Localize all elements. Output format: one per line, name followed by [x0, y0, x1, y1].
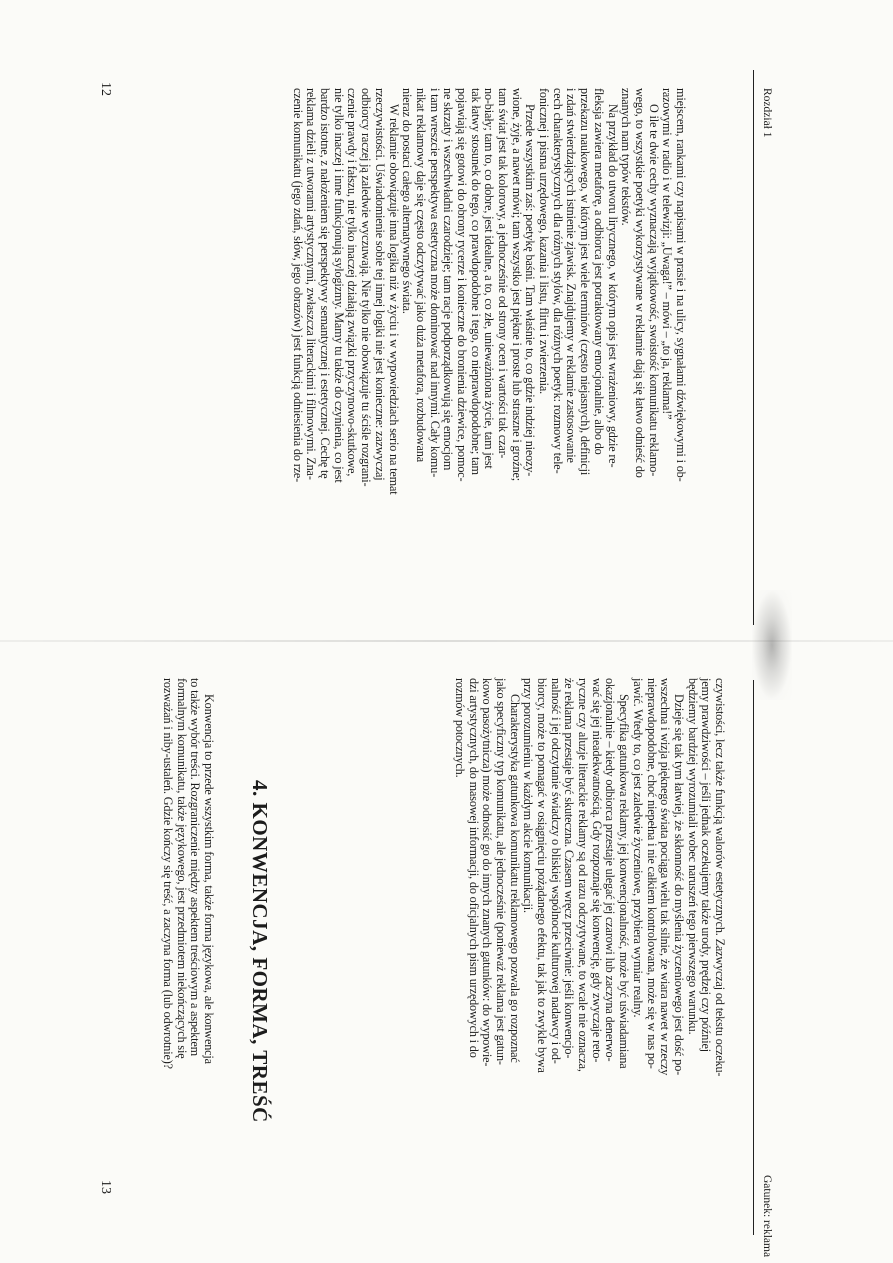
- scan-smudge: [752, 590, 792, 700]
- text-line: biorcy, może to pomagać w osiągnięciu pożądanego efektu, tak jak to zwykle bywa: [535, 678, 550, 1073]
- text-line: no-biały; tam to, co dobre, jest idealne, a to, co złe, unieważniona życie, tam jest: [482, 88, 497, 469]
- text-line: wszechna i wizja pięknego świata pociąga wielu tak silnie, że wiara nawet w rzeczy: [658, 678, 673, 1076]
- right-page-number: 13: [98, 1180, 113, 1194]
- section-heading: 4. KONWENCJA, FORMA, TREŚĆ: [248, 780, 272, 1123]
- text-line: reklama dzieli z utworami artystycznymi, zwłaszcza literackimi i filmowymi. Zna-: [304, 88, 319, 480]
- text-line: fleksja zawiera metaforę, a odbiorca jest potraktowany emocjonalnie, albo do: [591, 88, 606, 455]
- text-line: nie tylko inaczej i inne funkcjonują sylogizmy. Mamy tu także do czynienia, co jest: [331, 88, 346, 483]
- text-line: rozważań i niby-ustaleń. Gdzie kończy się treść, a zaczyna forma (lub odwrotnie)?: [160, 678, 175, 1069]
- left-running-header: Rozdział 1: [761, 88, 773, 138]
- text-line: kowo pasożytnicza) może odnosić go do innych znanych gatunków: do wypowie-: [480, 678, 495, 1067]
- text-line: formalnym komunikatu, także językowego, jest przedmiotem niekończących się: [174, 678, 189, 1059]
- text-line: przy porozumieniu w każdym akcie komunikacji.: [521, 678, 536, 913]
- text-line: nieprawdopodobne, choć niepełna i nie całkiem kontrolowana, może się w nas po-: [644, 678, 659, 1069]
- text-line: miejscem, rankami czy napisami w prasie i na ulicy, sygnałami dźwiękowymi i ob-: [674, 88, 688, 482]
- text-line: wać się jej nieadekwatnością. Gdy rozpoznaje się konwencję, gdy zwyczaje reto-: [589, 678, 604, 1063]
- text-line: jawić. Wtedy to, co jest zaledwie życzeniowe, przybiera wymiar realny.: [630, 678, 645, 1018]
- text-line: okazjonalnie – kiedy odbiorca przestaje ulegać jej czarowi lub zaczyna denerwo-: [603, 678, 618, 1062]
- text-line: będziemy bardziej wyrozumiali wobec naruszeń tego pierwszego warunku.: [685, 678, 700, 1035]
- text-line: ne skrzaty i wszechwładni czarodzieje; tam racje podporządkowują się emocjom: [441, 88, 456, 471]
- text-line: bardzo istotne, z nałożeniem się perspektywy semantycznej i estetycznej. Cechę tę: [318, 88, 333, 479]
- text-line: tam świat jest tak kolorowy, a jednocześnie od strony ocen i wartości tak czar-: [496, 88, 511, 459]
- right-header-rule: [753, 680, 754, 1235]
- text-line: jako specyficzny typ komunikatu, ale jednocześnie (ponieważ reklama jest gatun-: [494, 678, 508, 1065]
- right-page-text-bottom: [160, 678, 215, 1069]
- text-line: Konwencja to przede wszystkim forma, także forma językowa, ale konwencja: [202, 694, 216, 1064]
- text-line: odbiorcy raczej ją zaledwie wyczuwają. Nie tylko nie obowiązuje tu ściśle rozgrani-: [359, 88, 374, 487]
- text-line: Na przykład do utworu lirycznego, w którym opis jest wrażeniowy, gdzie re-: [605, 104, 620, 468]
- text-line: razowymi w radio i w telewizji: „Uwaga!” – mówi – „to ja, reklama!”: [660, 88, 675, 420]
- text-line: czenie prawdy i fałszu, nie tylko inaczej działają związki przyczynowo-skutkowe,: [345, 88, 360, 477]
- text-line: ryczne czy aluzje literackie reklamy są od razu odczytywane, to wcale nie oznacza,: [576, 678, 591, 1072]
- text-line: nieraz do postaci całego alternatywnego świata.: [400, 88, 415, 314]
- text-line: rozmów potocznych.: [452, 678, 467, 778]
- text-line: wione, żyje, a nawet mówi; tam wszystko jest piękne i proste lub straszne i groźne;: [509, 88, 524, 482]
- left-header-rule: [753, 70, 754, 625]
- text-line: Charakterystyka gatunkowa komunikatu reklamowego pozwala go rozpoznać: [507, 694, 522, 1063]
- text-line: że reklama przestaje być skuteczna. Czasem wręcz przeciwnie: jeśli konwencjo-: [562, 678, 577, 1059]
- text-line: i zdań stwierdzających istnienie zjawisk. Znajdujemy w reklamie zastosowanie: [564, 88, 579, 463]
- right-running-header: Gatunek: reklama: [761, 1175, 773, 1258]
- text-line: Dzieje się tak tym łatwiej, że skłonność do myślenia życzeniowego jest dość po-: [671, 694, 686, 1076]
- text-line: Przede wszystkim zaś: poetykę baśni. Tam właśnie to, co gdzie indziej nieozy-: [523, 104, 538, 477]
- text-line: dzi artystycznych, do masowej informacji, do oficjalnych pism urzędowych i do: [466, 678, 481, 1058]
- text-line: wego, to wszystkie poetyki wykorzystywane w reklamie dają się łatwo odnieść do: [632, 88, 647, 478]
- left-page-text: [290, 88, 687, 494]
- left-page-number: 12: [98, 82, 113, 96]
- text-line: nikat reklamowy daje się często odczytywać jako duża metafora, rozbudowana: [413, 88, 428, 462]
- text-line: jemy prawdziwości – jeśli jednak oczekujemy także urody, prędzej czy później: [699, 678, 714, 1052]
- right-page-text-top: [452, 678, 726, 1076]
- text-line: tak łatwy stosunek do tego, co prawdopodobne i tego, co nieprawdopodobne; tam: [468, 88, 483, 475]
- text-line: i tam wreszcie perspektywa estetyczna może dominować nad innymi. Cały komu-: [427, 88, 442, 478]
- text-line: cech charakterystycznych dla różnych stylów, dla różnych poetyk: rozmowy tele-: [550, 88, 565, 474]
- text-line: rzeczywistości. Uświadomienie sobie tej innej logiki nie jest konieczne: zazwyczaj: [372, 88, 387, 481]
- text-line: fonicznej i pisma urzędowego, kazania i listu, flirtu i zwierzenia.: [537, 88, 552, 395]
- text-line: Specyfika gatunkowa reklamy, jej konwencjonalność, może być uświadamiana: [617, 694, 632, 1069]
- text-line: to także wybór treści. Rozgraniczenie między aspektem treściowym a aspektem: [188, 678, 203, 1056]
- text-line: pojawiają się gotowi do obrony rycerze i konieczne do bronienia dziewice, pomoc-: [455, 88, 469, 482]
- text-line: znanych nam typów tekstów.: [619, 88, 634, 226]
- text-line: O ile te dwie cechy wyznaczają wyjątkowość, swoistość komunikatu reklamo-: [646, 104, 661, 477]
- text-line: W reklamie obowiązuje inna logika niż w życiu i w wypowiedziach serio na temat: [386, 104, 401, 495]
- text-line: czywistości, lecz także funkcją walorów estetycznych. Zazwyczaj od tekstu oczeku-: [713, 678, 727, 1077]
- text-line: przekazu naukowego, w którym jest wiele terminów (często niejasnych), definicji: [578, 88, 593, 476]
- text-line: nalność i jej odczytanie świadczy o bliskiej wspólnocie kulturowej nadawcy i od-: [548, 678, 563, 1064]
- text-line: czenie komunikatu (jego zdań, słów, jego obrazów) jest funkcją odniesienia do rze-: [290, 88, 305, 483]
